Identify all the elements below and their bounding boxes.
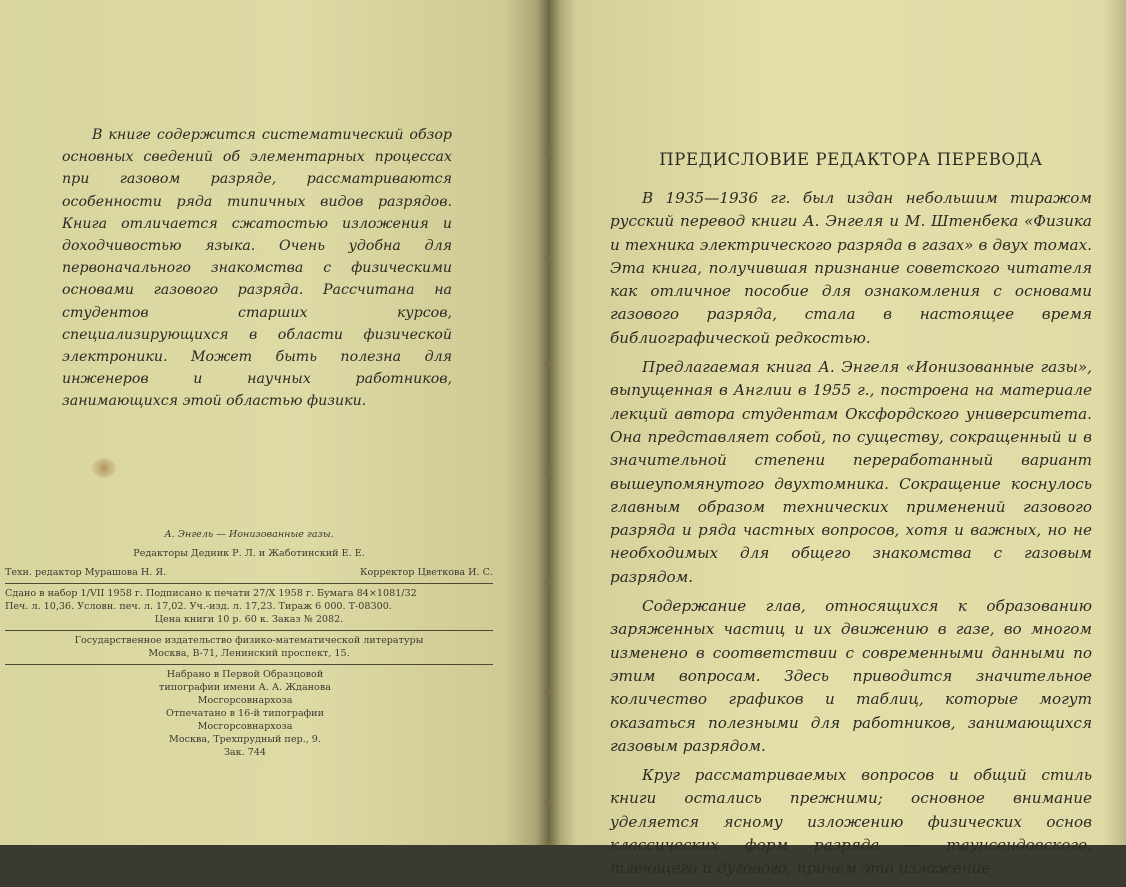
binding-stitch <box>545 362 549 367</box>
book-gutter <box>536 0 560 845</box>
book-annotation <box>62 124 452 413</box>
annotation-text: В книге содержится систематический обзор основных сведений об элементарных процессах при газовом разряде, рассматриваются особенности ряда типичных видов разрядов. Книга отличается сжатостью изложения и доходчивостью языка. Очень удобна для первоначального знакомства с физическими основами газового разряда. Рассчитана на студентов старших курсов, специализирующихся в области физической электроники. Может быть полезна для инженеров и научных работников, занимающихся этой областью физики. <box>62 127 452 410</box>
preface-paragraph: Содержание глав, относящихся к образованию заряженных частиц и их движению в газе, во многом изменено в соответствии с современными данными по этим вопросам. Здесь приводится значительное количество графиков и таблиц, которые могут оказаться полезными для работников, занимающихся газовым разрядом. <box>610 597 1092 755</box>
binding-stitch <box>545 470 549 475</box>
colophon-publisher-1: Государственное издательство физико-математической литературы <box>74 635 424 646</box>
colophon-printer-line: Отпечатано в 16-й типографии <box>166 708 324 719</box>
binding-stitch <box>545 580 549 585</box>
left-page <box>0 0 548 845</box>
colophon-printer-block <box>120 668 370 759</box>
preface-section <box>610 150 1092 887</box>
colophon-printer-line: Набрано в Первой Образцовой <box>166 669 324 680</box>
colophon-printer-line: Москва, Трехпрудный пер., 9. <box>169 734 321 745</box>
colophon-editors: Редакторы Дедник Р. Л. и Жаботинский Е. Е. <box>133 548 365 559</box>
colophon-print-line-3: Цена книги 10 р. 60 к. Заказ № 2082. <box>154 614 344 625</box>
colophon-tech-editor: Техн. редактор Мурашова Н. Я. <box>5 567 167 578</box>
colophon <box>5 528 493 759</box>
preface-paragraph: В 1935—1936 гг. был издан небольшим тиражом русский перевод книги А. Энгеля и М. Штенбека «Физика и техника электрического разряда в газах» в двух томах. Эта книга, получившая признание советского читателя как отличное пособие для ознакомления с основами газового разряда, стала в настоящее время библиографической редкостью. <box>610 189 1092 347</box>
paper-stain <box>92 458 116 478</box>
colophon-staff-row <box>5 566 493 579</box>
binding-stitch <box>545 255 549 260</box>
binding-stitch <box>545 690 549 695</box>
binding-stitch <box>545 800 549 805</box>
colophon-divider <box>5 583 493 584</box>
colophon-printer-line: типографии имени А. А. Жданова <box>159 682 331 693</box>
colophon-divider <box>5 664 493 665</box>
colophon-print-line-1: Сдано в набор 1/VII 1958 г. Подписано к печати 27/X 1958 г. Бумага 84×1081/32 <box>5 588 417 599</box>
colophon-print-line-2: Печ. л. 10,36. Условн. печ. л. 17,02. Уч.-изд. л. 17,23. Тираж 6 000. Т-08300. <box>5 601 392 612</box>
preface-heading: ПРЕДИСЛОВИЕ РЕДАКТОРА ПЕРЕВОДА <box>659 150 1043 169</box>
colophon-publisher-2: Москва, В-71, Ленинский проспект, 15. <box>148 648 350 659</box>
preface-paragraph: Круг рассматриваемых вопросов и общий стиль книги остались прежними; основное внимание уделяется ясному изложению физических основ классических форм разряда — таунсендовского, тлеющего и дугового, причем это изложение <box>610 766 1092 878</box>
binding-stitch <box>545 150 549 155</box>
colophon-printer-line: Мосгорсовнархоза <box>197 695 293 706</box>
colophon-divider <box>5 630 493 631</box>
preface-paragraph: Предлагаемая книга А. Энгеля «Ионизованные газы», выпущенная в Англии в 1955 г., построена на материале лекций автора студентам Оксфордского университета. Она представляет собой, по существу, сокращенный и в значительной степени переработанный вариант вышеупомянутого двухтомника. Сокращение коснулось главным образом технических применений газового разряда и ряда частных вопросов, хотя и важных, но не необходимых для общего знакомства с газовым разрядом. <box>610 358 1092 586</box>
colophon-order-number: Зак. 744 <box>223 747 267 758</box>
colophon-title-line: А. Энгель — Ионизованные газы. <box>164 529 334 540</box>
colophon-printer-line: Мосгорсовнархоза <box>197 721 293 732</box>
colophon-proofreader: Корректор Цветкова И. С. <box>360 567 493 578</box>
